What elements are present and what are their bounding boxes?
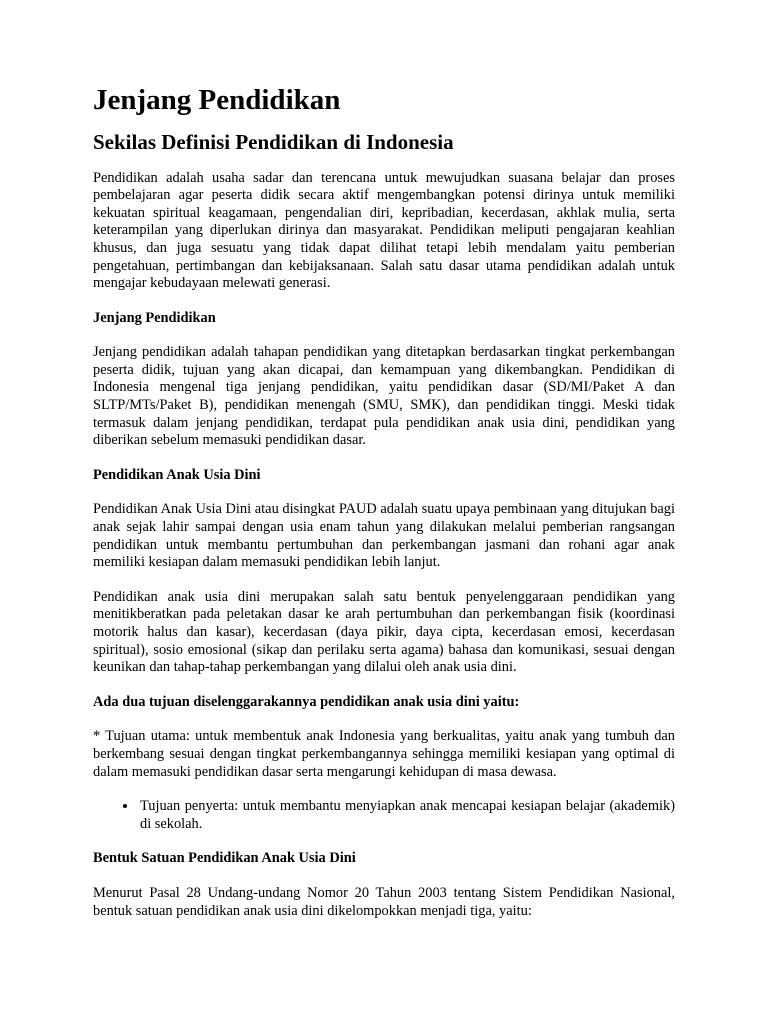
bentuk-paragraph: Menurut Pasal 28 Undang-undang Nomor 20 Tahun 2003 tentang Sistem Pendidikan Nasional, bentuk satuan pendidikan anak usia dini dikelompokkan menjadi tiga, yaitu:: [93, 884, 675, 919]
section-heading-paud: Pendidikan Anak Usia Dini: [93, 466, 261, 483]
paud-paragraph-2: Pendidikan anak usia dini merupakan salah satu bentuk penyelenggaraan pendidikan yang menitikberatkan pada peletakan dasar ke arah pertumbuhan dan perkembangan fisik (koordinasi motorik halus dan kasar), kecerdasan (daya pikir, daya cipta, kecerdasan emosi, kecerdasan spiritual), sosio emosional (sikap dan perilaku serta agama) bahasa dan komunikasi, sesuai dengan keunikan dan tahap-tahap perkembangan yang dilalui oleh anak usia dini.: [93, 588, 675, 676]
tujuan-bullet-list: [93, 798, 675, 833]
paud-paragraph-1: Pendidikan Anak Usia Dini atau disingkat PAUD adalah suatu upaya pembinaan yang ditujukan bagi anak sejak lahir sampai dengan usia enam tahun yang dilakukan melalui pemberian rangsangan pendidikan untuk membantu pertumbuhan dan perkembangan jasmani dan rohani agar anak memiliki kesiapan dalam memasuki pendidikan lebih lanjut.: [93, 501, 675, 571]
section-heading-jenjang: Jenjang Pendidikan: [93, 309, 216, 326]
jenjang-paragraph: Jenjang pendidikan adalah tahapan pendidikan yang ditetapkan berdasarkan tingkat perkembangan peserta didik, tujuan yang akan dicapai, dan kemampuan yang dikembangkan. Pendidikan di Indonesia mengenal tiga jenjang pendidikan, yaitu pendidikan dasar (SD/MI/Paket A dan SLTP/MTs/Paket B), pendidikan menengah (SMU, SMK), dan pendidikan tinggi. Meski tidak termasuk dalam jenjang pendidikan, terdapat pula pendidikan anak usia dini, pendidikan yang diberikan sebelum memasuki pendidikan dasar.: [93, 344, 675, 449]
list-item: • Tujuan penyerta: untuk membantu menyiapkan anak mencapai kesiapan belajar (akademik) di sekolah.: [138, 798, 675, 833]
page-subtitle: Sekilas Definisi Pendidikan di Indonesia: [93, 130, 454, 155]
tujuan-utama-paragraph: * Tujuan utama: untuk membentuk anak Indonesia yang berkualitas, yaitu anak yang tumbuh dan berkembang sesuai dengan tingkat perkembangannya sehingga memiliki kesiapan yang optimal di dalam memasuki pendidikan dasar serta mengarungi kehidupan di masa dewasa.: [93, 728, 675, 780]
section-heading-bentuk: Bentuk Satuan Pendidikan Anak Usia Dini: [93, 850, 356, 867]
page-title: Jenjang Pendidikan: [93, 84, 341, 116]
section-heading-tujuan: Ada dua tujuan diselenggarakannya pendidikan anak usia dini yaitu:: [93, 693, 520, 710]
intro-paragraph: Pendidikan adalah usaha sadar dan terencana untuk mewujudkan suasana belajar dan proses pembelajaran agar peserta didik secara aktif mengembangkan potensi dirinya untuk memiliki kekuatan spiritual keagamaan, pengendalian diri, kepribadian, kecerdasan, akhlak mulia, serta keterampilan yang diperlukan dirinya dan masyarakat. Pendidikan meliputi pengajaran keahlian khusus, dan juga sesuatu yang tidak dapat dilihat tetapi lebih mendalam yaitu pemberian pengetahuan, pertimbangan dan kebijaksanaan. Salah satu dasar utama pendidikan adalah untuk mengajar kebudayaan melewati generasi.: [93, 169, 675, 292]
